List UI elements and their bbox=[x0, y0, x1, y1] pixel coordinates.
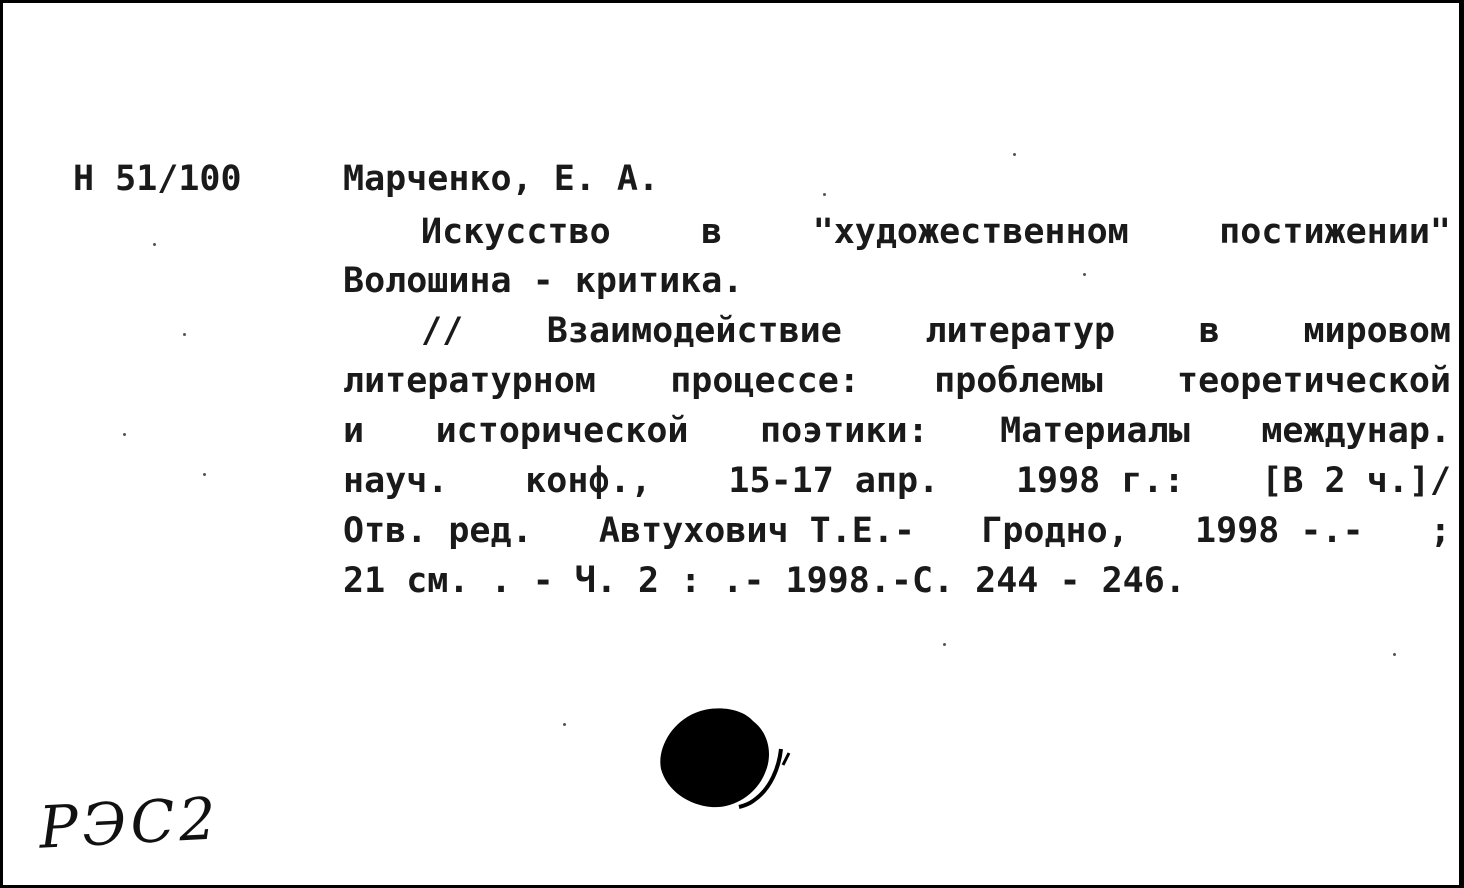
title-word: Искусство bbox=[421, 212, 611, 252]
scan-speck bbox=[153, 243, 156, 246]
source-line-4 bbox=[343, 461, 1451, 501]
source-word: Материалы bbox=[1000, 411, 1190, 451]
scan-speck bbox=[183, 333, 186, 336]
scan-speck bbox=[1393, 653, 1396, 656]
title-word: "художественном bbox=[812, 212, 1129, 252]
scan-speck bbox=[123, 433, 126, 436]
source-word: процессе: bbox=[670, 361, 860, 401]
shelfmark: Н 51/100 bbox=[73, 159, 242, 199]
source-word: 1998 г.: bbox=[1015, 461, 1185, 501]
title-line-1 bbox=[421, 212, 1451, 252]
source-word: науч. bbox=[343, 461, 449, 501]
scan-speck bbox=[203, 473, 206, 476]
author-heading: Марченко, Е. А. bbox=[343, 159, 660, 199]
source-word: междунар. bbox=[1261, 411, 1451, 451]
source-word: // bbox=[421, 311, 464, 351]
title-word: постижении" bbox=[1219, 212, 1451, 252]
source-line-2 bbox=[343, 361, 1451, 401]
source-word: исторической bbox=[435, 411, 689, 451]
scan-speck bbox=[563, 723, 566, 726]
source-word: Отв. ред. bbox=[343, 511, 533, 551]
scan-speck bbox=[1013, 153, 1016, 156]
source-line-1 bbox=[421, 311, 1451, 351]
source-word: Гродно, bbox=[981, 511, 1129, 551]
source-word: теоретической bbox=[1177, 361, 1451, 401]
source-word: Автухович Т.Е.- bbox=[598, 511, 915, 551]
scan-speck bbox=[823, 193, 826, 196]
source-word: мировом bbox=[1303, 311, 1451, 351]
title-word: в bbox=[701, 212, 723, 252]
catalog-card bbox=[3, 3, 1459, 885]
scan-speck bbox=[943, 643, 946, 646]
source-word: литературном bbox=[343, 361, 596, 401]
title-line-2: Волошина - критика. bbox=[343, 261, 744, 301]
source-word: [В 2 ч.]/ bbox=[1261, 461, 1451, 501]
handwritten-code: РЭС2 bbox=[37, 784, 222, 862]
source-word: 15-17 апр. bbox=[728, 461, 940, 501]
source-word: и bbox=[343, 411, 365, 451]
source-word: конф., bbox=[525, 461, 652, 501]
source-word: проблемы bbox=[934, 361, 1103, 401]
source-word: поэтики: bbox=[760, 411, 929, 451]
source-word: ; bbox=[1429, 511, 1451, 551]
source-line-3 bbox=[343, 411, 1451, 451]
punch-hole-icon bbox=[653, 703, 793, 813]
physical-description: 21 см. . - Ч. 2 : .- 1998.-С. 244 - 246. bbox=[343, 561, 1186, 601]
source-word: в bbox=[1198, 311, 1220, 351]
source-word: Взаимодействие bbox=[546, 311, 842, 351]
source-line-5 bbox=[343, 511, 1451, 551]
source-word: 1998 -.- bbox=[1195, 511, 1364, 551]
source-word: литератур bbox=[925, 311, 1116, 351]
scan-speck bbox=[1083, 273, 1086, 276]
